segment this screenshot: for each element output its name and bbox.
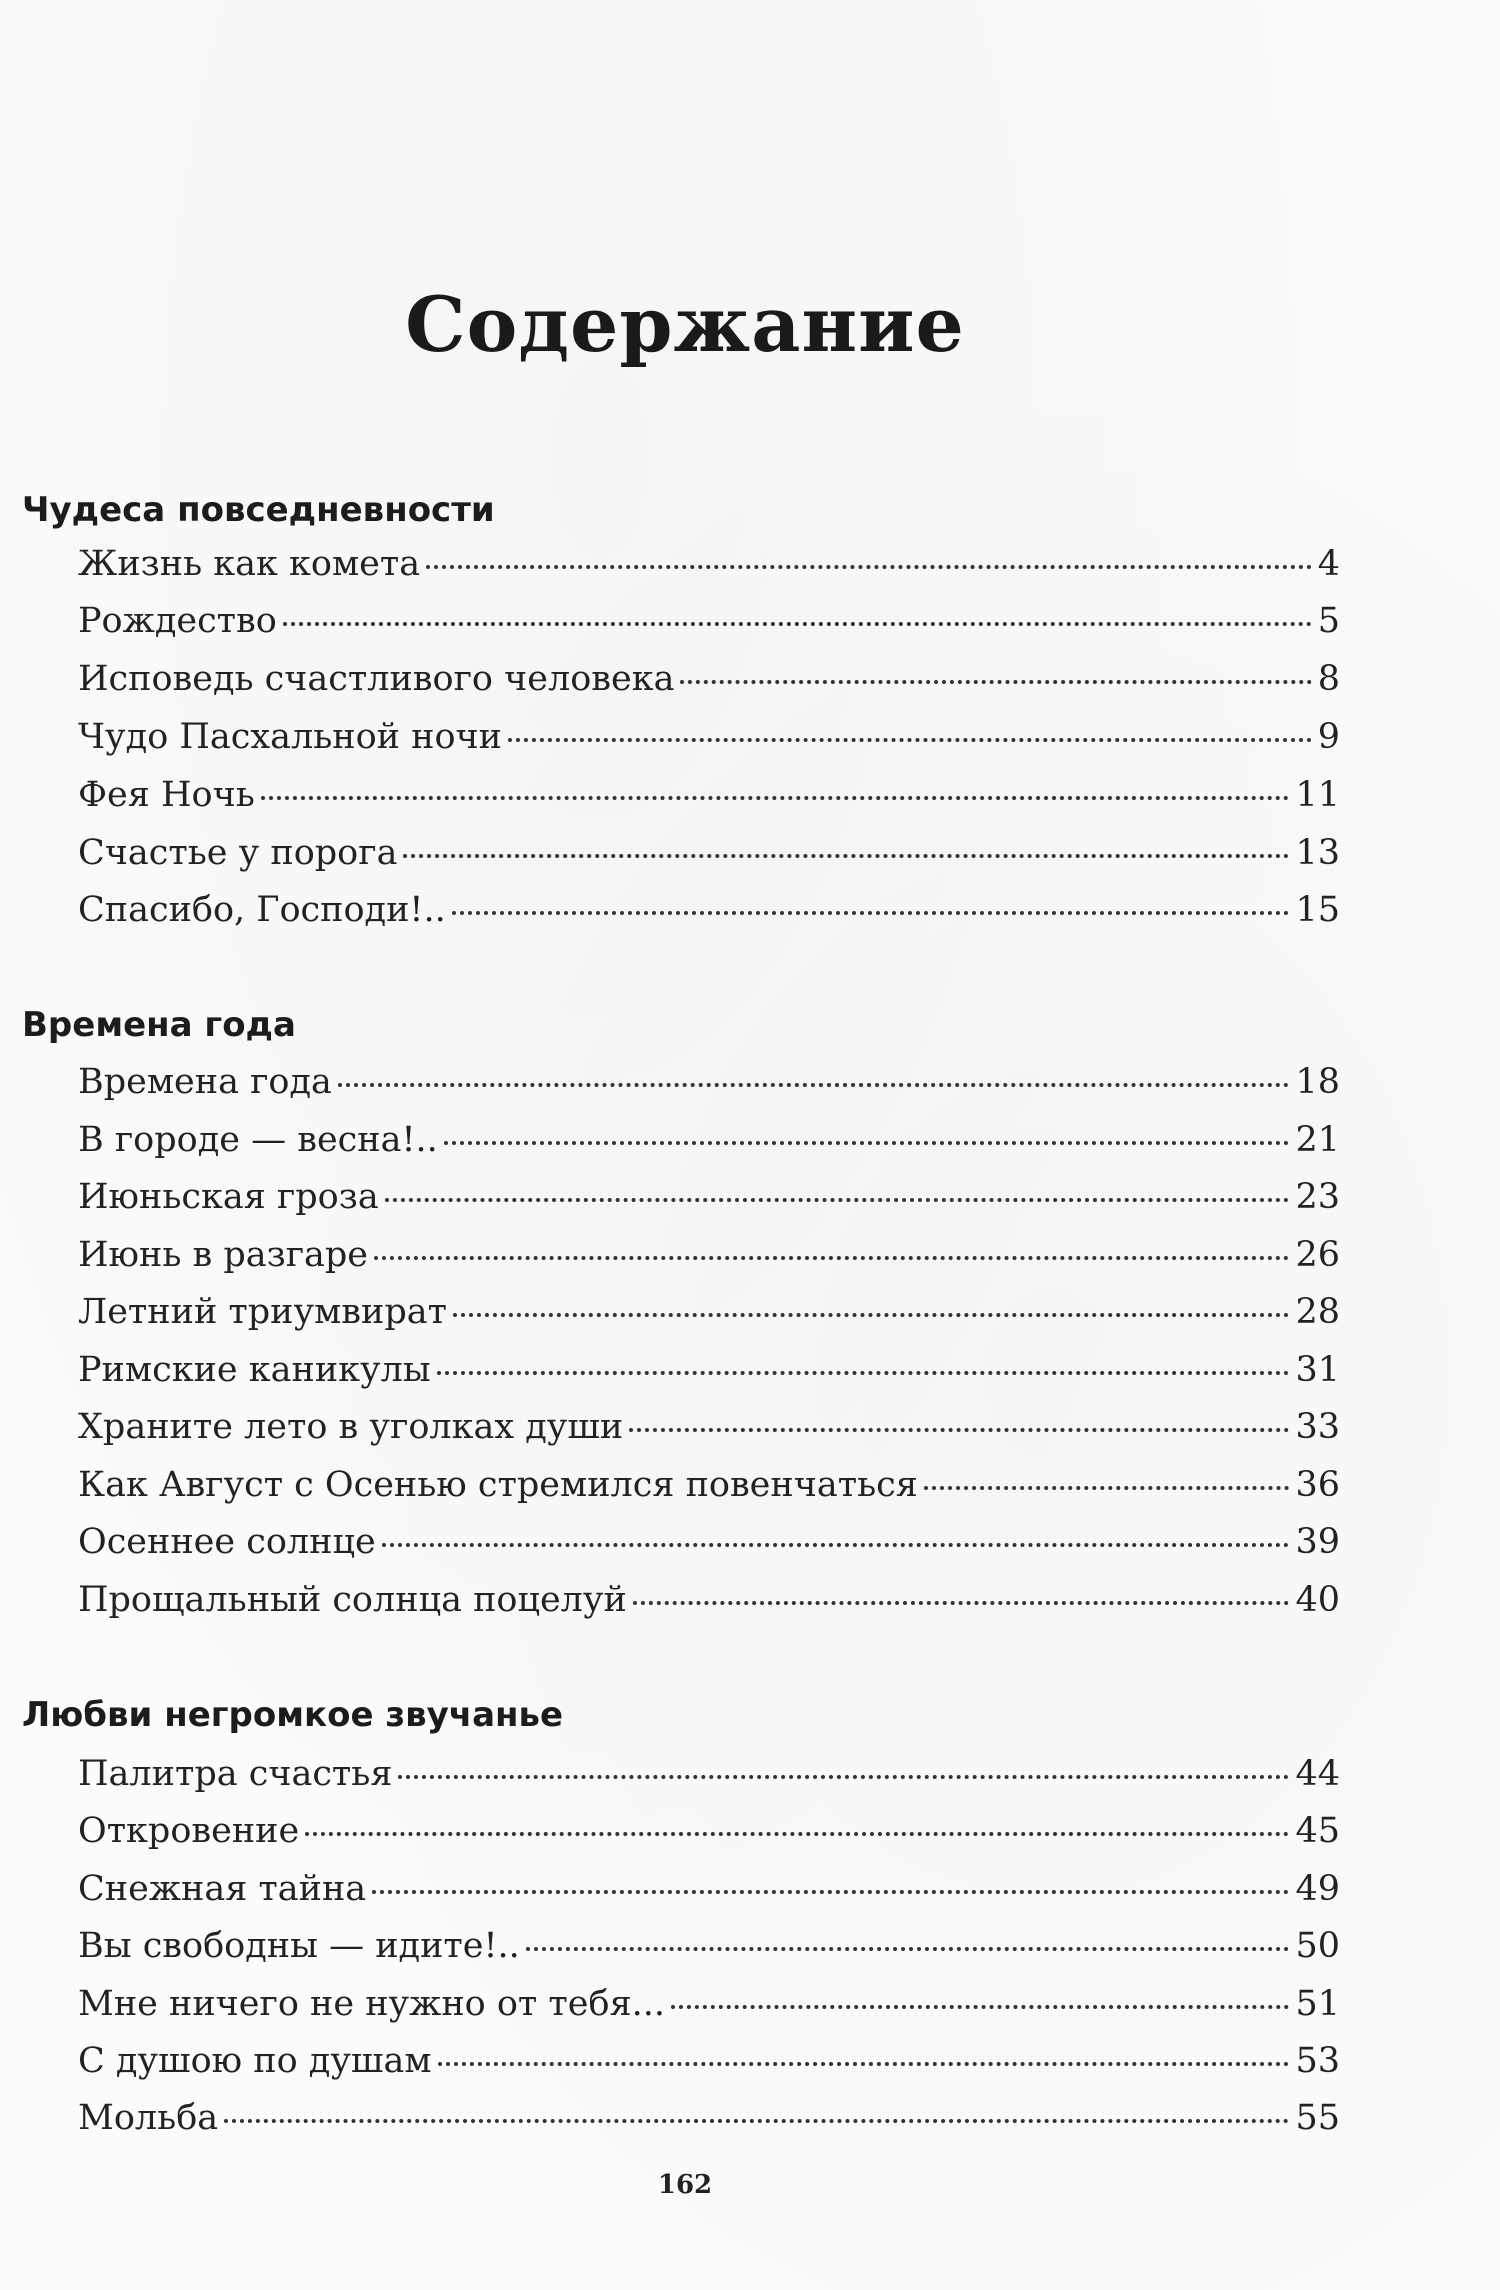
dot-leader xyxy=(452,911,1290,915)
dot-leader xyxy=(453,1313,1289,1317)
toc-entry-page: 31 xyxy=(1295,1350,1340,1390)
toc-entry-title: Счастье у порога xyxy=(78,833,398,873)
toc-entry xyxy=(78,2098,1340,2142)
toc-entry-page: 9 xyxy=(1317,717,1340,757)
toc-entry-title: Осеннее солнце xyxy=(78,1522,376,1562)
dot-leader xyxy=(372,1890,1289,1894)
toc-entry-page: 23 xyxy=(1295,1177,1340,1217)
toc-entry-page: 49 xyxy=(1295,1869,1340,1909)
toc-entry-title: Мольба xyxy=(78,2098,219,2138)
toc-entry-page: 8 xyxy=(1317,659,1340,699)
toc-entry-page: 44 xyxy=(1295,1754,1340,1794)
toc-entry-title: Храните лето в уголках души xyxy=(78,1407,624,1447)
dot-leader xyxy=(437,1371,1290,1375)
toc-entry-title: Снежная тайна xyxy=(78,1869,367,1909)
toc-entry xyxy=(78,1235,1340,1279)
dot-leader xyxy=(224,2119,1289,2123)
toc-entry-page: 40 xyxy=(1295,1580,1340,1620)
toc-entry xyxy=(78,1984,1340,2028)
toc-entry-title: С душою по душам xyxy=(78,2041,432,2081)
toc-entry xyxy=(78,1407,1340,1451)
dot-leader xyxy=(338,1083,1290,1087)
dot-leader xyxy=(382,1543,1290,1547)
dot-leader xyxy=(426,565,1312,569)
dot-leader xyxy=(629,1428,1289,1432)
dot-leader xyxy=(398,1775,1289,1779)
toc-entry-title: Римские каникулы xyxy=(78,1350,431,1390)
toc-entry-page: 36 xyxy=(1295,1465,1340,1505)
toc-entry xyxy=(78,601,1340,645)
toc-entry-page: 26 xyxy=(1295,1235,1340,1275)
toc-entry-title: Спасибо, Господи!.. xyxy=(78,890,446,930)
toc-entry-page: 50 xyxy=(1295,1926,1340,1966)
toc-entry xyxy=(78,1177,1340,1221)
toc-entry-title: Июнь в разгаре xyxy=(78,1235,369,1275)
toc-entry-title: Жизнь как комета xyxy=(78,544,421,584)
section-heading: Времена года xyxy=(22,1005,296,1045)
dot-leader xyxy=(633,1601,1290,1605)
toc-entry xyxy=(78,2041,1340,2085)
toc-entry xyxy=(78,717,1340,761)
toc-entry xyxy=(78,1811,1340,1855)
page-title: Содержание xyxy=(405,280,965,369)
toc-entry xyxy=(78,1292,1340,1336)
toc-entry xyxy=(78,1580,1340,1624)
toc-entry xyxy=(78,775,1340,819)
dot-leader xyxy=(261,796,1290,800)
dot-leader xyxy=(508,738,1312,742)
toc-entry xyxy=(78,1926,1340,1970)
section-heading: Чудеса повседневности xyxy=(22,490,495,530)
toc-entry xyxy=(78,833,1340,877)
dot-leader xyxy=(526,1947,1290,1951)
toc-entry-page: 5 xyxy=(1317,601,1340,641)
toc-entry xyxy=(78,544,1340,588)
toc-entry-page: 51 xyxy=(1295,1984,1340,2024)
dot-leader xyxy=(680,680,1311,684)
toc-entry-title: Чудо Пасхальной ночи xyxy=(78,717,502,757)
toc-entry-page: 21 xyxy=(1295,1120,1340,1160)
toc-entry-title: В городе — весна!.. xyxy=(78,1120,438,1160)
dot-leader xyxy=(374,1256,1289,1260)
toc-entry-page: 13 xyxy=(1295,833,1340,873)
dot-leader xyxy=(283,622,1312,626)
toc-entry-title: Откровение xyxy=(78,1811,300,1851)
toc-entry-page: 11 xyxy=(1295,775,1340,815)
toc-entry-page: 33 xyxy=(1295,1407,1340,1447)
toc-entry-page: 55 xyxy=(1295,2098,1340,2138)
toc-entry-title: Исповедь счастливого человека xyxy=(78,659,675,699)
dot-leader xyxy=(305,1832,1289,1836)
page-number: 162 xyxy=(657,2170,713,2200)
dot-leader xyxy=(444,1141,1290,1145)
toc-entry-title: Мне ничего не нужно от тебя... xyxy=(78,1984,666,2024)
toc-entry xyxy=(78,1522,1340,1566)
toc-entry-page: 28 xyxy=(1295,1292,1340,1332)
toc-entry xyxy=(78,1062,1340,1106)
toc-entry-page: 53 xyxy=(1295,2041,1340,2081)
toc-entry-page: 4 xyxy=(1317,544,1340,584)
toc-entry-title: Палитра счастья xyxy=(78,1754,393,1794)
dot-leader xyxy=(438,2062,1290,2066)
dot-leader xyxy=(924,1486,1290,1490)
toc-entry xyxy=(78,1120,1340,1164)
toc-entry xyxy=(78,1465,1340,1509)
dot-leader xyxy=(671,2005,1289,2009)
section-heading: Любви негромкое звучанье xyxy=(22,1695,564,1735)
toc-entry xyxy=(78,1350,1340,1394)
toc-entry-title: Как Август с Осенью стремился повенчаться xyxy=(78,1465,918,1505)
toc-entry-title: Июньская гроза xyxy=(78,1177,379,1217)
toc-entry-title: Летний триумвират xyxy=(78,1292,447,1332)
toc-entry-title: Вы свободны — идите!.. xyxy=(78,1926,520,1966)
toc-entry-page: 45 xyxy=(1295,1811,1340,1851)
toc-entry xyxy=(78,890,1340,934)
toc-entry-title: Рождество xyxy=(78,601,277,641)
toc-entry xyxy=(78,1869,1340,1913)
toc-entry-page: 39 xyxy=(1295,1522,1340,1562)
dot-leader xyxy=(385,1198,1290,1202)
toc-entry-title: Фея Ночь xyxy=(78,775,255,815)
toc-entry-title: Прощальный солнца поцелуй xyxy=(78,1580,627,1620)
toc-entry xyxy=(78,1754,1340,1798)
toc-entry-page: 18 xyxy=(1295,1062,1340,1102)
toc-entry xyxy=(78,659,1340,703)
dot-leader xyxy=(403,854,1289,858)
toc-entry-page: 15 xyxy=(1295,890,1340,930)
toc-entry-title: Времена года xyxy=(78,1062,332,1102)
